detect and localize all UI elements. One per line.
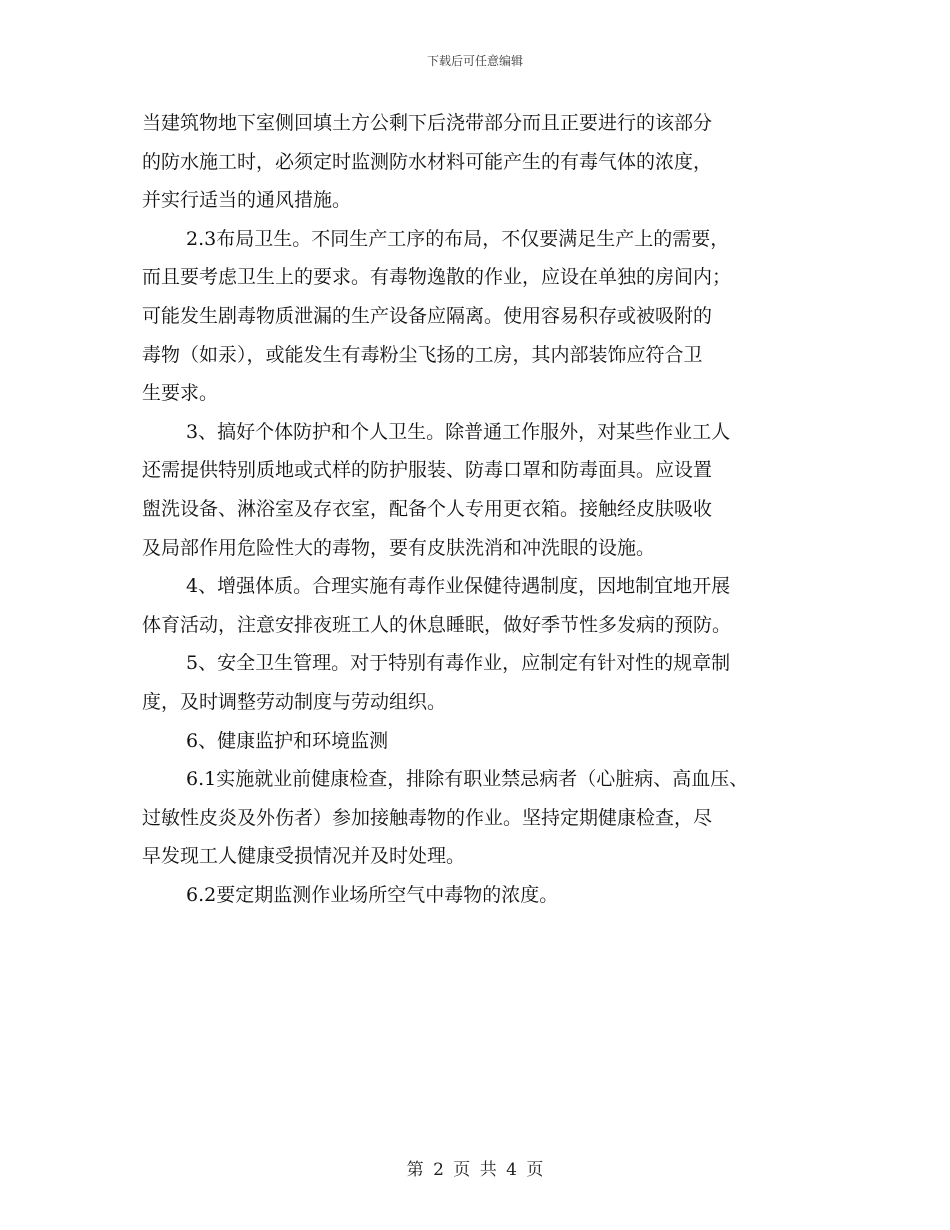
text-line: 早发现工人健康受损情况并及时处理。 [142, 845, 466, 867]
text-line: 6.1实施就业前健康检查，排除有职业禁忌病者（心脏病、高血压、 [186, 768, 749, 790]
page-number-footer: 第 2 页 共 4 页 [406, 1160, 544, 1180]
text-line: 4、增强体质。合理实施有毒作业保健待遇制度，因地制宜地开展 [186, 575, 731, 597]
text-line: 盥洗设备、淋浴室及存衣室，配备个人专用更衣箱。接触经皮肤吸收 [142, 498, 713, 520]
text-line: 还需提供特别质地或式样的防护服装、防毒口罩和防毒面具。应设置 [142, 459, 713, 481]
text-line: 6、健康监护和环境监测 [186, 730, 389, 752]
text-line: 度，及时调整劳动制度与劳动组织。 [142, 691, 447, 713]
page-header: 下载后可任意编辑 [426, 54, 523, 68]
text-line: 2.3布局卫生。不同生产工序的布局，不仅要满足生产上的需要， [186, 228, 730, 250]
text-line: 生要求。 [142, 382, 219, 404]
text-line: 当建筑物地下室侧回填土方公剩下后浇带部分而且正要进行的该部分 [142, 112, 713, 134]
text-line: 3、搞好个体防护和个人卫生。除普通工作服外，对某些作业工人 [186, 421, 731, 443]
text-line: 体育活动，注意安排夜班工人的休息睡眠，做好季节性多发病的预防。 [142, 614, 732, 636]
text-line: 可能发生剧毒物质泄漏的生产设备应隔离。使用容易积存或被吸附的 [142, 305, 713, 327]
text-line: 过敏性皮炎及外伤者）参加接触毒物的作业。坚持定期健康检查，尽 [142, 807, 713, 829]
text-line: 5、安全卫生管理。对于特别有毒作业，应制定有针对性的规章制 [186, 652, 731, 674]
text-line: 而且要考虑卫生上的要求。有毒物逸散的作业，应设在单独的房间内； [142, 266, 732, 288]
text-line: 毒物（如汞），或能发生有毒粉尘飞扬的工房，其内部装饰应符合卫 [142, 344, 703, 366]
text-line: 的防水施工时，必须定时监测防水材料可能产生的有毒气体的浓度， [142, 151, 713, 173]
text-line: 6.2要定期监测作业场所空气中毒物的浓度。 [186, 884, 559, 906]
text-line: 并实行适当的通风措施。 [142, 189, 352, 211]
text-line: 及局部作用危险性大的毒物，要有皮肤洗消和冲洗眼的设施。 [142, 537, 656, 559]
